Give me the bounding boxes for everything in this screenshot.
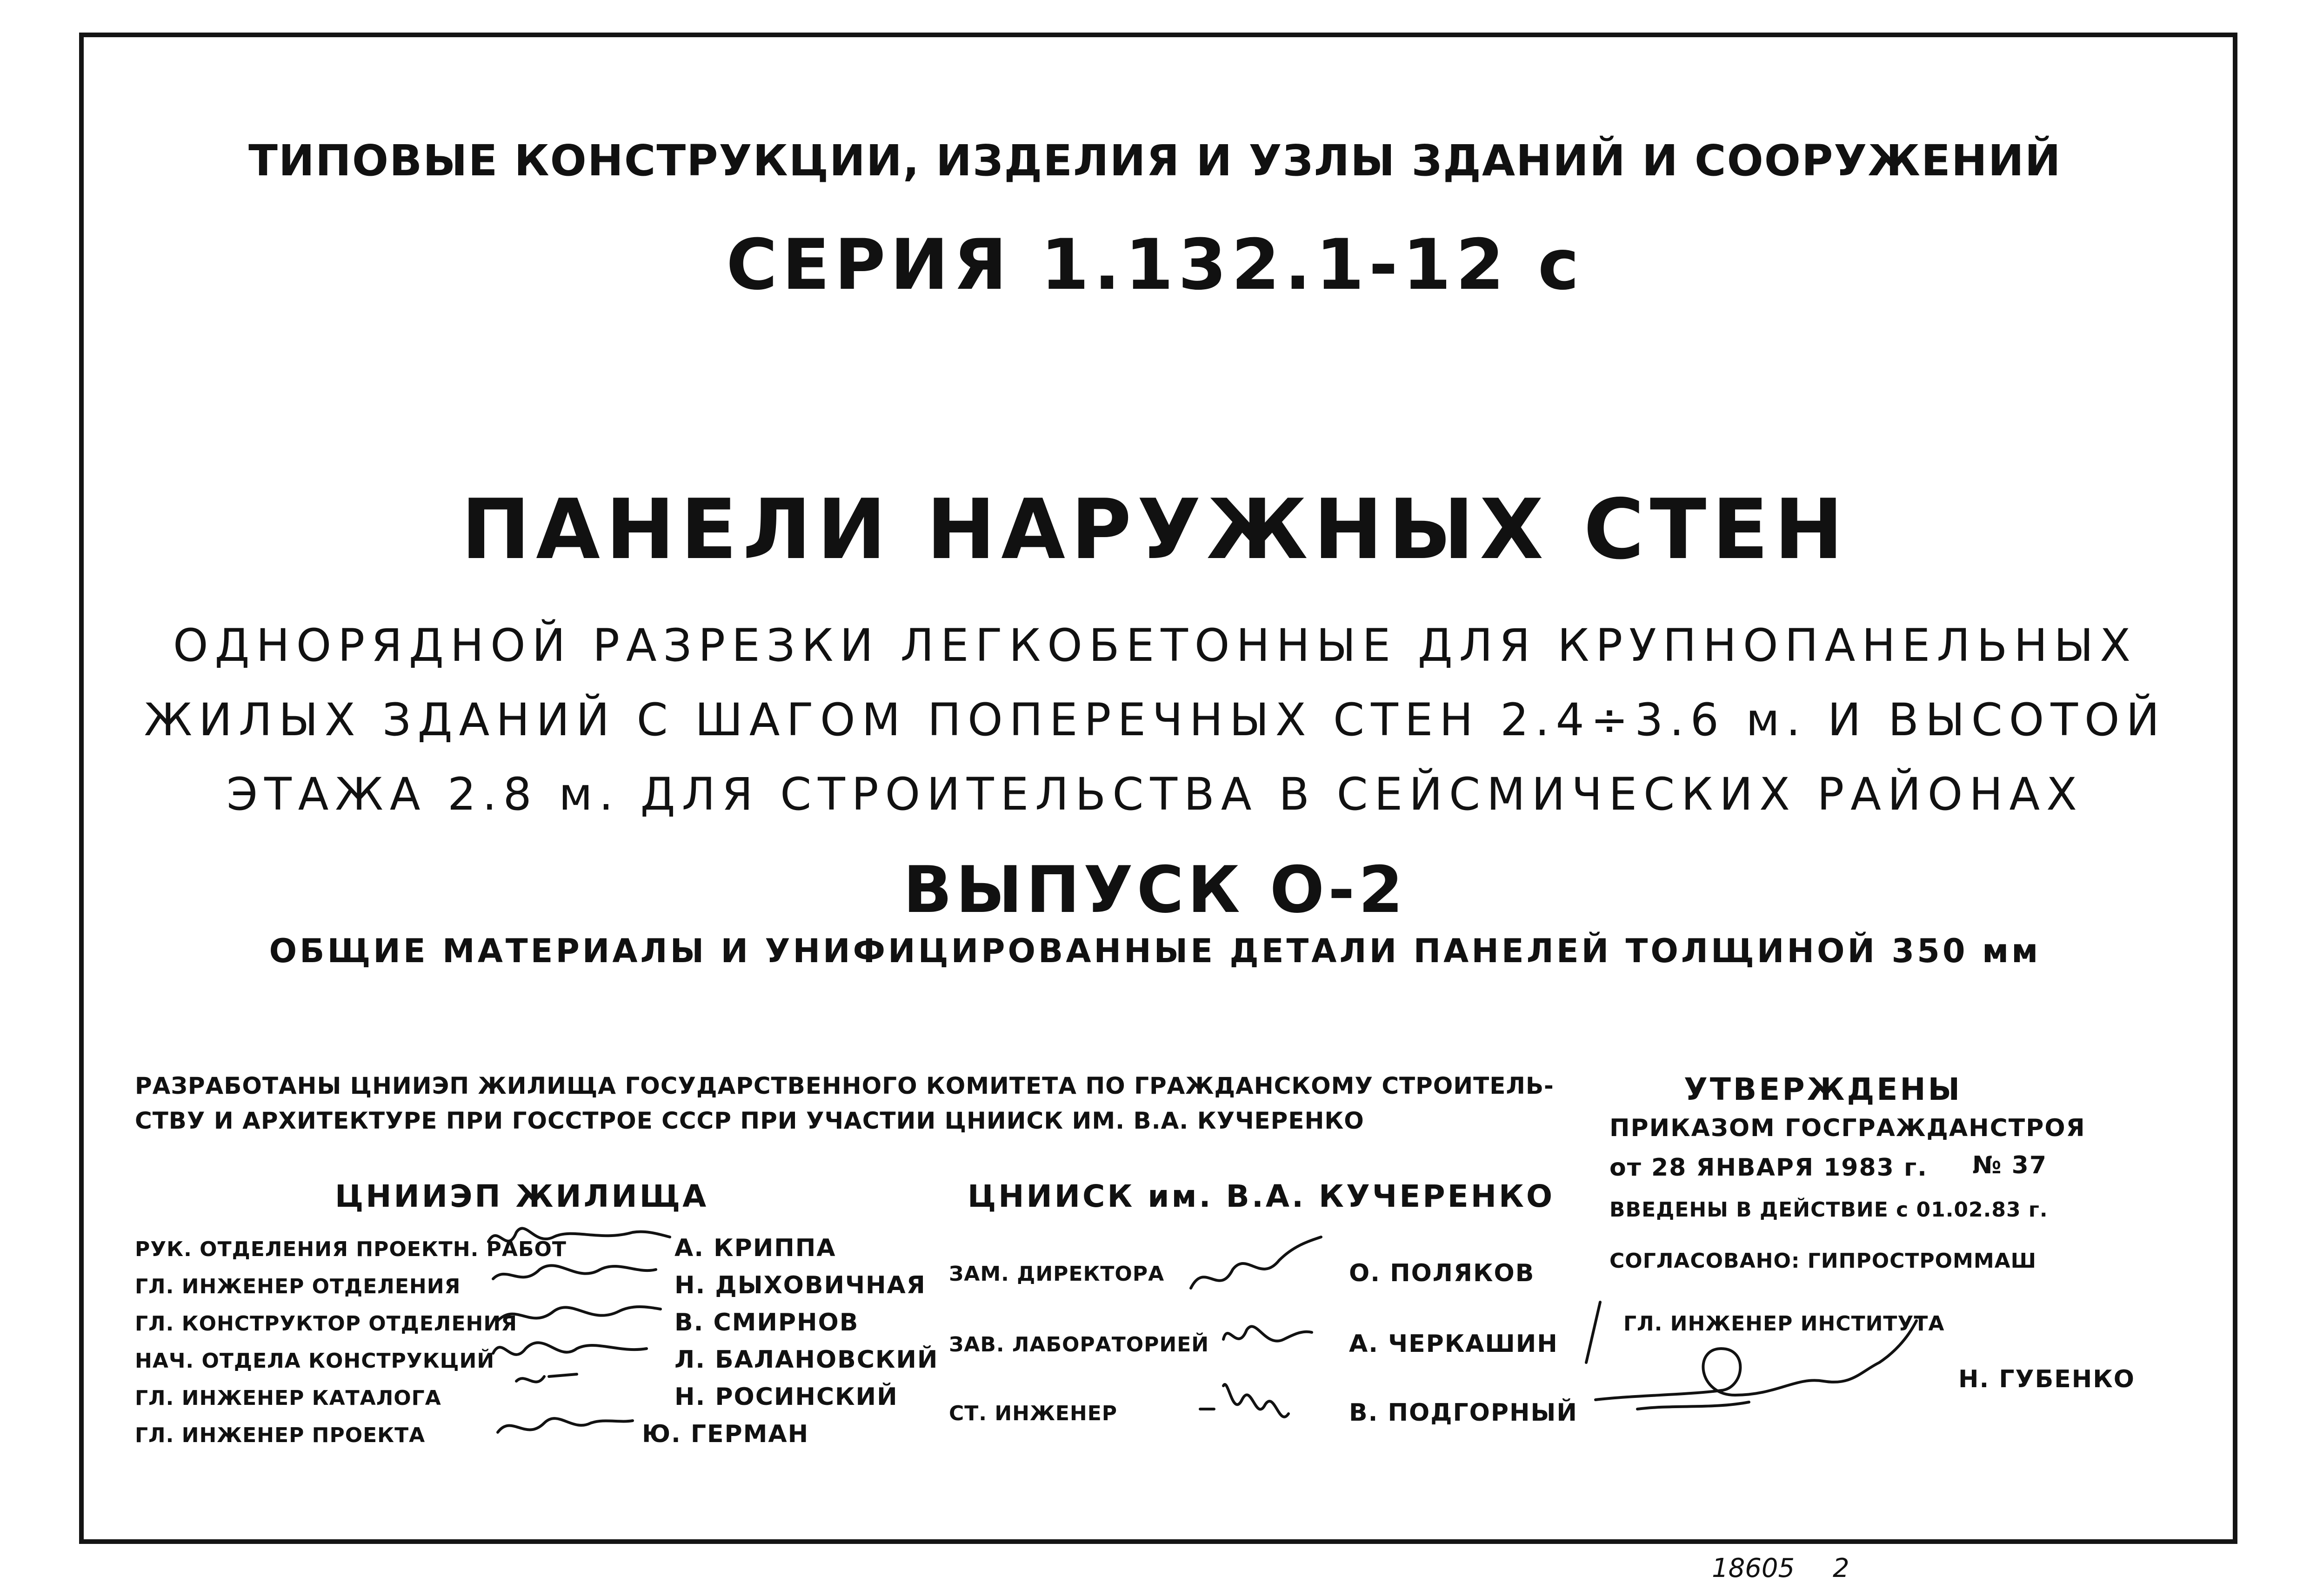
org1-role-1: РУК. ОТДЕЛЕНИЯ ПРОЕКТН. РАБОТ [135,1237,567,1261]
approval-signature [1582,1293,1935,1432]
org2-person-3: В. ПОДГОРНЫЙ [1349,1399,1578,1427]
org1-person-6: Ю. ГЕРМАН [642,1420,809,1448]
subtitle-line-1: ОДНОРЯДНОЙ РАЗРЕЗКИ ЛЕГКОБЕТОННЫЕ ДЛЯ КРУПНОПАНЕЛЬНЫХ [173,619,2137,672]
org1-signatures [479,1214,674,1456]
org2-person-2: А. ЧЕРКАШИН [1349,1330,1558,1358]
org1-name: ЦНИИЭП ЖИЛИЩА [335,1178,709,1214]
org2-role-1: ЗАМ. ДИРЕКТОРА [949,1262,1165,1286]
archive-sheet: 2 [1833,1553,1849,1583]
org1-person-3: В. СМИРНОВ [674,1309,859,1337]
main-title: ПАНЕЛИ НАРУЖНЫХ СТЕН [461,481,1849,578]
org1-role-5: ГЛ. ИНЖЕНЕР КАТАЛОГА [135,1386,441,1410]
org1-person-1: А. КРИППА [674,1234,836,1262]
org1-person-5: Н. РОСИНСКИЙ [674,1383,898,1411]
org1-role-2: ГЛ. ИНЖЕНЕР ОТДЕЛЕНИЯ [135,1275,461,1298]
developed-by-line-2: СТВУ И АРХИТЕКТУРЕ ПРИ ГОССТРОЕ СССР ПРИ УЧАСТИИ ЦНИИСК ИМ. В.А. КУЧЕРЕНКО [135,1107,1364,1134]
subtitle-line-2: ЖИЛЫХ ЗДАНИЙ С ШАГОМ ПОПЕРЕЧНЫХ СТЕН 2.4÷3.6 м. И ВЫСОТОЙ [144,694,2166,746]
approval-date: от 28 ЯНВАРЯ 1983 г. [1609,1154,1928,1182]
org2-person-1: О. ПОЛЯКОВ [1349,1259,1535,1287]
series-title: ТИПОВЫЕ КОНСТРУКЦИИ, ИЗДЕЛИЯ И УЗЛЫ ЗДАНИЙ И СООРУЖЕНИЙ [248,136,2062,186]
org2-role-3: СТ. ИНЖЕНЕР [949,1402,1118,1425]
approval-number: № 37 [1972,1151,2048,1179]
org1-role-3: ГЛ. КОНСТРУКТОР ОТДЕЛЕНИЯ [135,1312,518,1336]
approval-effective: ВВЕДЕНЫ В ДЕЙСТВИЕ с 01.02.83 г. [1609,1198,2048,1222]
org1-role-6: ГЛ. ИНЖЕНЕР ПРОЕКТА [135,1423,426,1447]
approval-title: УТВЕРЖДЕНЫ [1684,1071,1962,1107]
org1-role-4: НАЧ. ОТДЕЛА КОНСТРУКЦИЙ [135,1349,495,1373]
developed-by-line-1: РАЗРАБОТАНЫ ЦНИИЭП ЖИЛИЩА ГОСУДАРСТВЕННОГО КОМИТЕТА ПО ГРАЖДАНСКОМУ СТРОИТЕЛЬ- [135,1072,1554,1099]
approval-agreed: СОГЛАСОВАНО: ГИПРОСТРОММАШ [1609,1249,2037,1273]
subtitle-line-3: ЭТАЖА 2.8 м. ДЛЯ СТРОИТЕЛЬСТВА В СЕЙСМИЧЕСКИХ РАЙОНАХ [227,768,2083,820]
issue-title: ВЫПУСК О-2 [903,852,1407,927]
org1-person-2: Н. ДЫХОВИЧНАЯ [674,1271,926,1299]
org2-signatures [1182,1232,1340,1446]
series-number: СЕРИЯ 1.132.1-12 с [726,225,1584,306]
approval-chief-name: Н. ГУБЕНКО [1958,1365,2135,1393]
org2-name: ЦНИИСК им. В.А. КУЧЕРЕНКО [968,1178,1555,1214]
org2-role-2: ЗАВ. ЛАБОРАТОРИЕЙ [949,1333,1209,1357]
org1-person-4: Л. БАЛАНОВСКИЙ [674,1346,939,1374]
approval-chief-role: ГЛ. ИНЖЕНЕР ИНСТИТУТА [1623,1312,1945,1336]
archive-number: 18605 [1712,1553,1795,1583]
issue-subtitle: ОБЩИЕ МАТЕРИАЛЫ И УНИФИЦИРОВАННЫЕ ДЕТАЛИ ПАНЕЛЕЙ ТОЛЩИНОЙ 350 мм [269,932,2041,970]
approval-order: ПРИКАЗОМ ГОСГРАЖДАНСТРОЯ [1609,1114,2086,1142]
